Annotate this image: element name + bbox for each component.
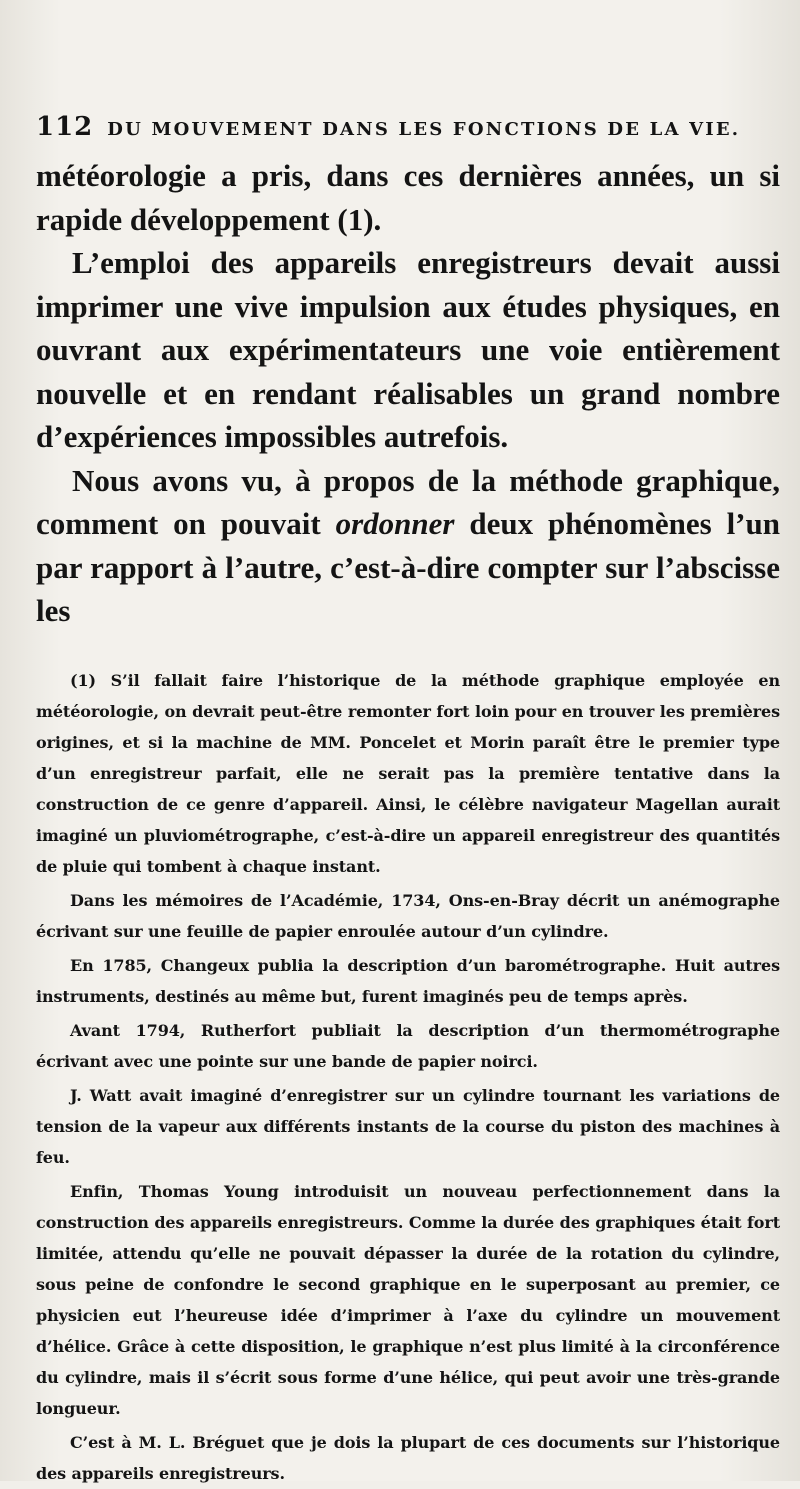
main-text <box>36 154 780 633</box>
footnote-ons-en-bray: Dans les mémoires de l’Académie, 1734, Ons-en-Bray décrit un anémographe écrivant sur une feuille de papier enroulée autour d’un cylindre. <box>36 890 780 941</box>
footnote-1: (1) S’il fallait faire l’historique de la méthode graphique employée en météorologie, on devrait peut-être remonter fort loin pour en trouver les premières origines, et si la machine de MM. Poncelet et Morin paraît être le premier type d’un enregistreur parfait, elle ne serait pas la première tentative dans la construction de ce genre d’appareil. Ainsi, le célèbre navigateur Magellan aurait imaginé un pluviométrographe, c’est-à-dire un appareil enregistreur des quantités de pluie qui tombent à chaque instant. <box>36 670 780 876</box>
paragraph-3-emphasis: ordonner <box>335 506 455 541</box>
footnotes <box>36 665 780 1489</box>
paragraph-3 <box>36 459 780 633</box>
footnote-rutherfort: Avant 1794, Rutherfort publiait la description d’un thermométrographe écrivant avec une pointe sur une bande de papier noirci. <box>36 1020 780 1071</box>
paragraph-3-start: Nous avons vu, à propos de la méthode graphique, comment on pouvait <box>36 462 780 541</box>
footnote-changeux: En 1785, Changeux publia la description d’un barométrographe. Huit autres instruments, destinés au même but, furent imaginés peu de temps après. <box>36 955 780 1006</box>
paragraph-1: météorologie a pris, dans ces dernières années, un si rapide développement (1). <box>36 158 780 237</box>
footnote-breguet: C’est à M. L. Bréguet que je dois la plupart de ces documents sur l’historique des appareils enregistreurs. <box>36 1432 780 1483</box>
page-number: 112 <box>36 112 94 142</box>
footnote-young: Enfin, Thomas Young introduisit un nouveau perfectionnement dans la construction des appareils enregistreurs. Comme la durée des graphiques était fort limitée, attendu qu’elle ne pouvait dépasser la durée de la rotation du cylindre, sous peine de confondre le second graphique en le superposant au premier, ce physicien eut l’heureuse idée d’imprimer à l’axe du cylindre un mouvement d’hélice. Grâce à cette disposition, le graphique n’est plus limité à la circonférence du cylindre, mais il s’écrit sous forme d’une hélice, qui peut avoir une très-grande longueur. <box>36 1181 780 1418</box>
paragraph-2: L’emploi des appareils enregistreurs devait aussi imprimer une vive impulsion aux études physiques, en ouvrant aux expérimentateurs une voie entièrement nouvelle et en rendant réalisables un grand nombre d’expériences impossibles autrefois. <box>36 245 780 454</box>
paragraph-3-end: deux phénomènes l’un par rapport à l’autre, c’est-à-dire compter sur l’abscisse les <box>36 506 780 628</box>
footnote-watt: J. Watt avait imaginé d’enregistrer sur un cylindre tournant les variations de tension de la vapeur aux différents instants de la course du piston des machines à feu. <box>36 1085 780 1167</box>
running-title: DU MOUVEMENT DANS LES FONCTIONS DE LA VIE. <box>107 119 741 140</box>
running-head <box>36 112 780 152</box>
